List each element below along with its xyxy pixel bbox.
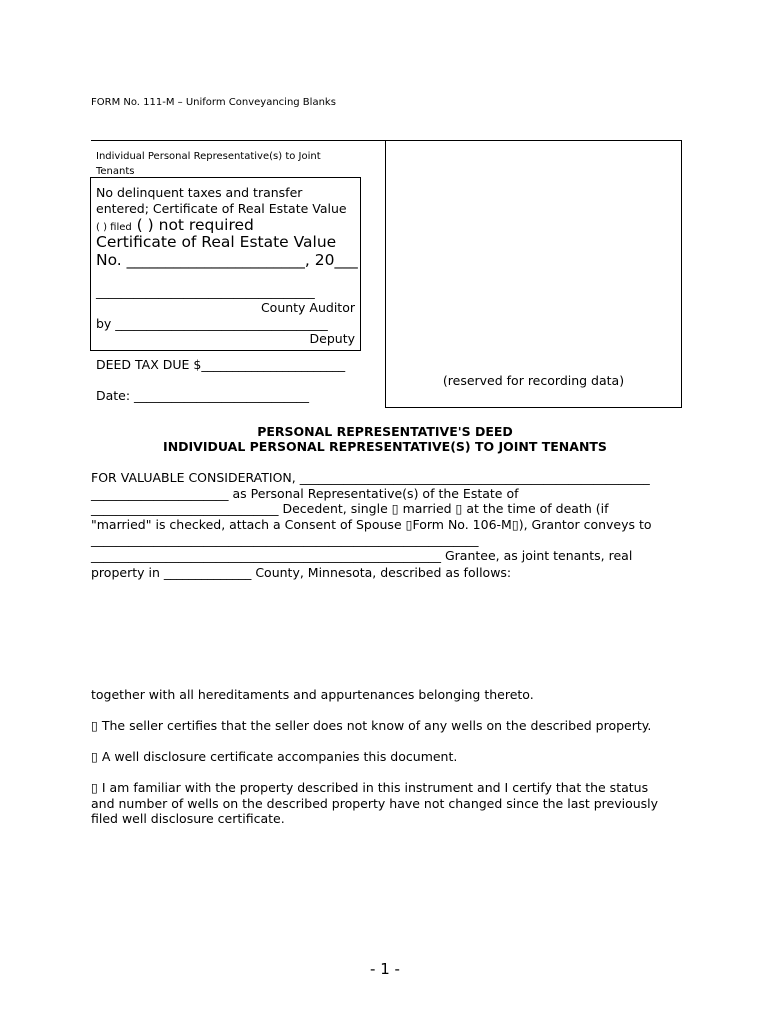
deed-subtitle: INDIVIDUAL PERSONAL REPRESENTATIVE(S) TO JOINT TENANTS: [163, 439, 607, 454]
auditor-signature-line[interactable]: ___________________________________: [96, 284, 315, 299]
grantee-line[interactable]: ________________________________________________________ Grantee, as joint tenants, real: [91, 548, 633, 563]
tax-certificate-box: [90, 177, 361, 351]
certificate-label: Certificate of Real Estate Value: [96, 233, 337, 251]
certificate-number-field[interactable]: No. _______________________, 20___: [96, 251, 358, 269]
filed-option[interactable]: ( ) filed: [96, 222, 132, 233]
reserved-recording-label: (reserved for recording data): [442, 373, 625, 388]
not-required-option[interactable]: ( ) not required: [131, 216, 254, 234]
recording-data-box: [385, 140, 682, 408]
decedent-line[interactable]: ______________________________ Decedent, single ▯ married ▯ at the time of death (if: [91, 501, 609, 516]
representative-line[interactable]: ______________________ as Personal Representative(s) of the Estate of: [91, 486, 519, 501]
no-wells-checkbox[interactable]: ▯ The seller certifies that the seller does not know of any wells on the described property.: [91, 718, 652, 733]
deed-title: PERSONAL REPRESENTATIVE'S DEED: [257, 424, 513, 439]
wells-unchanged-checkbox[interactable]: ▯ I am familiar with the property described in this instrument and I certify that the status: [91, 780, 649, 795]
deed-tax-due-field[interactable]: DEED TAX DUE $_______________________: [96, 357, 346, 372]
spouse-consent-line: "married" is checked, attach a Consent of Spouse ▯Form No. 106-M▯), Grantor conveys to: [91, 517, 652, 532]
deed-subtitle-line2: Tenants: [96, 166, 135, 177]
grantee-blank-line[interactable]: ______________________________________________________________: [91, 532, 479, 547]
deed-subtitle-line1: Individual Personal Representative(s) to Joint: [96, 151, 321, 162]
page-number: - 1 -: [370, 960, 400, 978]
tax-line1: No delinquent taxes and transfer: [96, 185, 303, 200]
county-auditor-label: County Auditor: [260, 300, 355, 315]
consideration-line[interactable]: FOR VALUABLE CONSIDERATION, ________________________________________________________: [91, 470, 650, 485]
date-field[interactable]: Date: ____________________________: [96, 388, 310, 403]
property-county-line[interactable]: property in ______________ County, Minnesota, described as follows:: [91, 565, 512, 580]
deputy-signature-line[interactable]: by __________________________________: [96, 316, 328, 331]
deputy-label: Deputy: [309, 331, 355, 346]
wells-unchanged-line2: and number of wells on the described property have not changed since the last previously: [91, 796, 659, 811]
well-certificate-checkbox[interactable]: ▯ A well disclosure certificate accompanies this document.: [91, 749, 458, 764]
form-number: FORM No. 111-M – Uniform Conveyancing Blanks: [91, 97, 336, 108]
hereditaments-text: together with all hereditaments and appurtenances belonging thereto.: [91, 687, 534, 702]
header-rule: [91, 140, 385, 141]
wells-unchanged-line3: filed well disclosure certificate.: [91, 811, 285, 826]
filed-options: [96, 215, 254, 234]
tax-line2: entered; Certificate of Real Estate Value: [96, 201, 347, 216]
